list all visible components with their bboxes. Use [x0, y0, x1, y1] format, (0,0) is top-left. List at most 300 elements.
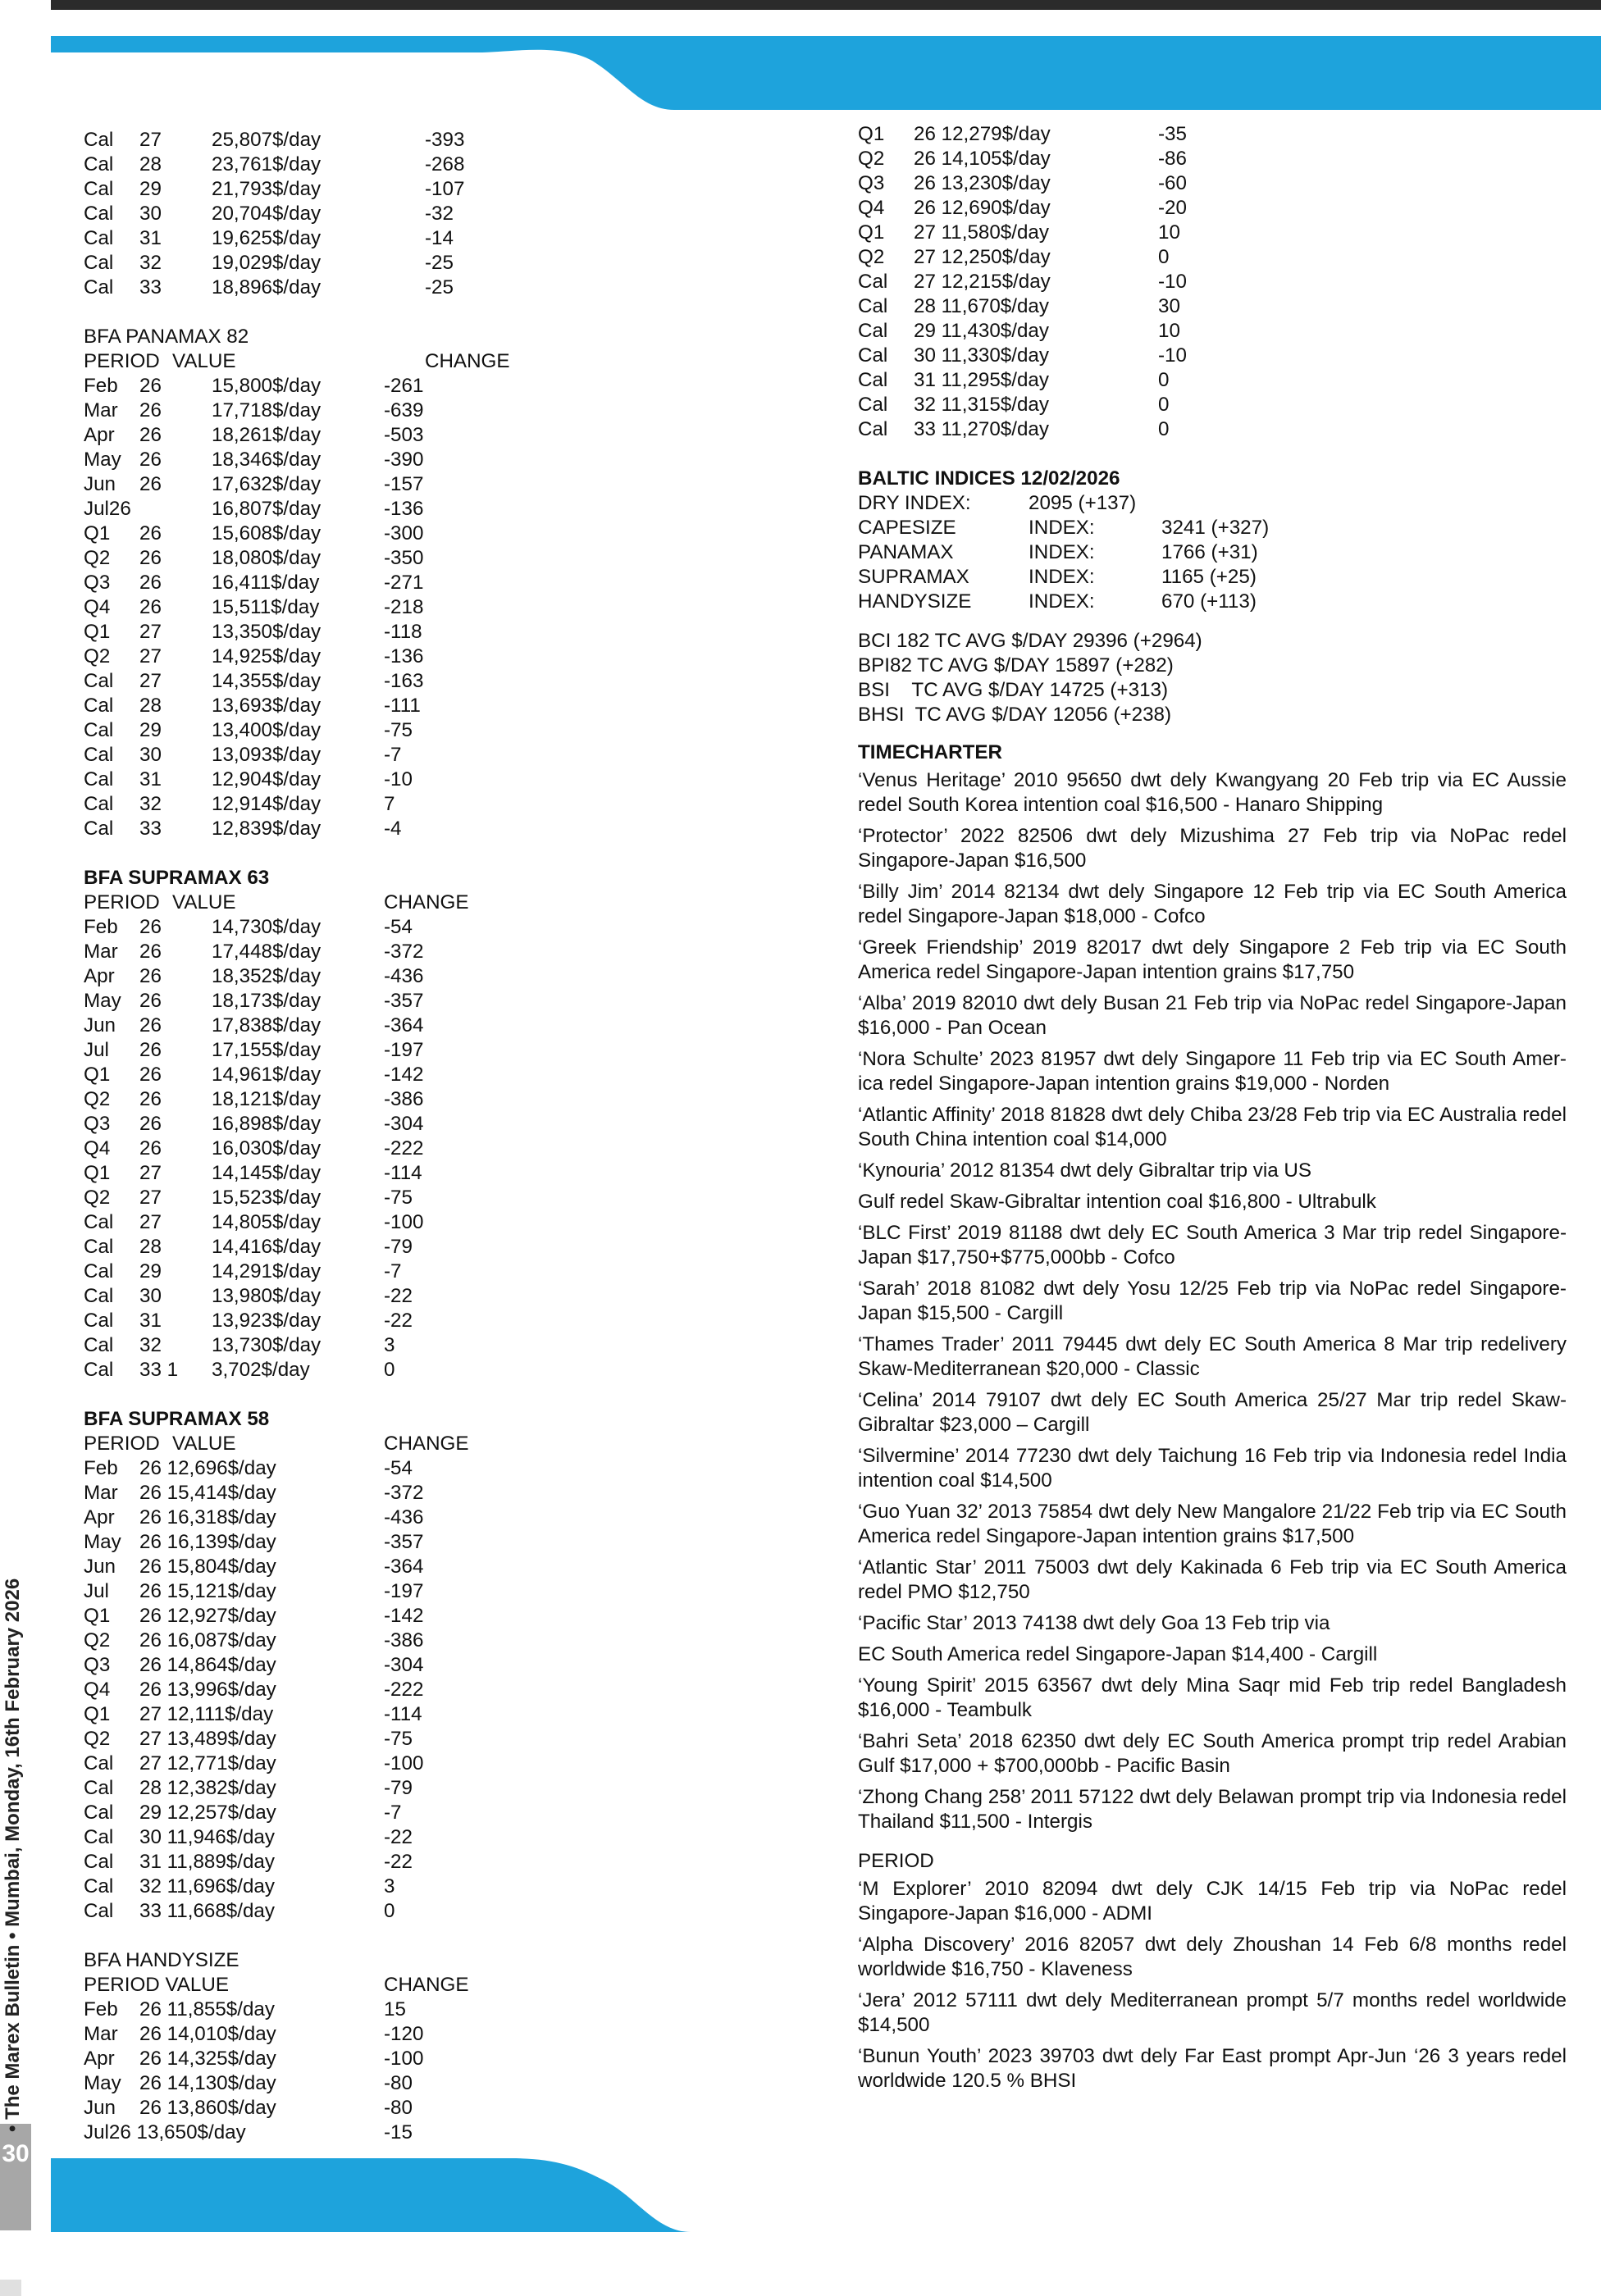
table-row	[84, 2121, 559, 2145]
table-row-cell: -54	[384, 1457, 413, 1479]
left-column	[84, 128, 559, 2145]
table-row-cell: 31 11,295$/day	[914, 369, 1049, 391]
table-row-cell: -22	[384, 1826, 413, 1848]
table-row-cell: 26	[139, 1137, 162, 1159]
table-row	[84, 497, 559, 522]
table-row-cell: CAPESIZE	[858, 517, 956, 539]
table-row-cell: -386	[384, 1629, 424, 1651]
table-row	[84, 1309, 559, 1333]
table-row-cell: 13,400$/day	[212, 719, 322, 741]
table-row	[84, 374, 559, 399]
table-row-cell: 1766 (+31)	[1161, 541, 1258, 563]
table-row-cell: 18,261$/day	[212, 424, 322, 446]
table-row-cell: 26 13,230$/day	[914, 172, 1051, 194]
table-row-cell: 12,904$/day	[212, 768, 322, 790]
table-row-cell: -436	[384, 965, 424, 987]
table-row	[84, 177, 559, 202]
table-row-cell: May	[84, 1531, 121, 1553]
table-row	[858, 540, 1567, 565]
table-row-cell: -222	[384, 1137, 424, 1159]
table-row-cell: Cal	[84, 227, 114, 249]
table-row-cell: Cal	[84, 768, 114, 790]
table-row-cell: Cal	[84, 178, 114, 200]
table-row	[84, 1481, 559, 1506]
baltic-indices-title: BALTIC INDICES 12/02/2026	[858, 467, 1120, 490]
table-row-cell: 26 12,690$/day	[914, 197, 1051, 219]
table-row-cell: 26	[139, 1113, 162, 1135]
table-row	[84, 2022, 559, 2047]
table-row-cell: 14,961$/day	[212, 1064, 322, 1086]
table-row-cell: 26 12,696$/day	[139, 1457, 276, 1479]
table-row-cell: 26 16,139$/day	[139, 1531, 276, 1553]
table-row-cell: 14,291$/day	[212, 1260, 322, 1282]
table-row-cell: 13,923$/day	[212, 1310, 322, 1332]
table-row-cell: -25	[425, 276, 454, 298]
table-row-cell: 28 11,670$/day	[914, 295, 1049, 317]
table-row-cell: Q4	[84, 1137, 111, 1159]
table-row-cell: -350	[384, 547, 424, 569]
table-row-cell: 28	[139, 153, 162, 175]
baltic-indices-table	[858, 516, 1567, 614]
table-row-cell: Q3	[84, 1113, 111, 1135]
table-row-cell: Feb	[84, 1998, 118, 2020]
table-row-cell: 0	[1158, 369, 1170, 391]
table-row-cell: Cal	[84, 1310, 114, 1332]
table-row-cell: -271	[384, 572, 424, 594]
table-row-cell: 1165 (+25)	[1161, 566, 1257, 588]
table-row-cell: 21,793$/day	[212, 178, 322, 200]
table-row-cell: -4	[384, 818, 402, 840]
table-row-cell: 10	[1158, 320, 1180, 342]
table-row-cell: Q1	[858, 221, 885, 244]
table-row-cell: Apr	[84, 2048, 115, 2070]
table-row	[84, 645, 559, 669]
table-row-cell: -10	[384, 768, 413, 790]
table-row-cell: Cal	[84, 1802, 114, 1824]
table-row	[858, 393, 1567, 417]
table-row-cell: Cal	[858, 271, 888, 293]
table-row-cell: -364	[384, 1014, 424, 1036]
table-row	[84, 694, 559, 718]
fixture-entry: ‘Venus Heritage’ 2010 95650 dwt dely Kwangyang 20 Feb trip via EC Aussie redel South Korea intention coal $16,500 - Hanaro Shipping	[858, 769, 1567, 816]
table-row	[84, 571, 559, 595]
table-row-cell: Jun	[84, 1014, 116, 1036]
table-row-cell: 26 12,279$/day	[914, 123, 1051, 145]
table-row	[84, 1284, 559, 1309]
table-row-cell: Jul26	[84, 498, 131, 520]
table-row-cell: Q1	[84, 1703, 111, 1725]
table-row-cell: Cal	[84, 719, 114, 741]
table-row	[84, 1850, 559, 1875]
table-row-cell: Cal	[84, 1875, 114, 1897]
table-row-cell: 0	[384, 1359, 395, 1381]
table-row-cell: May	[84, 990, 121, 1012]
table-row	[858, 516, 1567, 540]
table-row-cell: Q3	[84, 1654, 111, 1676]
table-row-cell: 33	[139, 818, 162, 840]
panamax82-header: PERIOD VALUE CHANGE	[84, 350, 510, 372]
table-row-cell: PANAMAX	[858, 541, 954, 563]
table-row-cell: Cal	[84, 793, 114, 815]
table-row	[858, 221, 1567, 245]
table-row-cell: Feb	[84, 375, 118, 397]
table-row-cell: 30	[139, 203, 162, 225]
table-row-cell: 12,914$/day	[212, 793, 322, 815]
table-row-cell: -22	[384, 1285, 413, 1307]
table-row	[84, 989, 559, 1014]
table-row-cell: 27	[139, 645, 162, 667]
tc-average-line: BPI82 TC AVG $/DAY 15897 (+282)	[858, 654, 1174, 676]
table-row-cell: 26	[139, 965, 162, 987]
table-row-cell: Mar	[84, 941, 118, 963]
table-row	[84, 251, 559, 276]
table-row-cell: 29 12,257$/day	[139, 1802, 276, 1824]
table-row-cell: 18,121$/day	[212, 1088, 322, 1110]
table-row-cell: -118	[384, 621, 422, 643]
table-row-cell: 32	[139, 252, 162, 274]
table-row-cell: 26 13,996$/day	[139, 1679, 276, 1701]
table-row-cell: Apr	[84, 424, 115, 446]
table-row-cell: 15,523$/day	[212, 1187, 322, 1209]
table-row-cell: 26	[139, 596, 162, 618]
table-row	[84, 1161, 559, 1186]
table-row	[84, 202, 559, 226]
table-row-cell: 30 11,330$/day	[914, 344, 1049, 367]
baltic-tc-averages	[858, 629, 1567, 727]
table-row-cell: Cal	[858, 418, 888, 440]
fixture-entry: Gulf redel Skaw-Gibraltar intention coal $16,800 - Ultrabulk	[858, 1191, 1376, 1213]
table-row-cell: Cal	[84, 1752, 114, 1774]
table-row	[84, 964, 559, 989]
table-row-cell: Cal	[84, 1777, 114, 1799]
table-row-cell: 17,155$/day	[212, 1039, 322, 1061]
table-row	[858, 245, 1567, 270]
table-row	[84, 792, 559, 817]
table-row-cell: Cal	[84, 1334, 114, 1356]
table-row-cell: 27	[139, 1162, 162, 1184]
header-wave-band	[51, 36, 1601, 110]
table-row-cell: 30	[1158, 295, 1180, 317]
table-row-cell: -100	[384, 2048, 424, 2070]
table-row-cell: 27	[139, 1187, 162, 1209]
table-row-cell: Cal	[84, 1211, 114, 1233]
table-row-cell: Q2	[84, 645, 111, 667]
table-row	[84, 1506, 559, 1530]
table-row-cell: 33 11,668$/day	[139, 1900, 275, 1922]
table-row-cell: 29	[139, 1260, 162, 1282]
table-row	[84, 128, 559, 153]
table-row	[84, 1998, 559, 2022]
tc-average-line: BSI TC AVG $/DAY 14725 (+313)	[858, 679, 1169, 701]
table-row-cell: 26 14,130$/day	[139, 2072, 276, 2094]
table-row-cell: 16,030$/day	[212, 1137, 322, 1159]
table-row-cell: -32	[425, 203, 454, 225]
table-row-cell: -86	[1158, 148, 1187, 170]
table-row-cell: Q2	[858, 148, 885, 170]
table-row	[84, 522, 559, 546]
table-row-cell: 26 14,325$/day	[139, 2048, 276, 2070]
table-row-cell: Q1	[84, 1064, 111, 1086]
table-row-cell: 3	[384, 1875, 395, 1897]
timecharter-title: TIMECHARTER	[858, 741, 1003, 763]
table-row	[84, 1653, 559, 1678]
table-row-cell: 0	[1158, 418, 1170, 440]
table-row-cell: 28 12,382$/day	[139, 1777, 276, 1799]
table-row-cell: Q2	[84, 547, 111, 569]
fixture-entry: ‘Thames Trader’ 2011 79445 dwt dely EC South America 8 Mar trip redelivery Skaw-Mediterranean $20,000 - Classic	[858, 1333, 1567, 1380]
table-row-cell: 13,350$/day	[212, 621, 322, 643]
fixture-entry: ‘Protector’ 2022 82506 dwt dely Mizushima 27 Feb trip via NoPac redel Singapore-Japan $16,500	[858, 825, 1567, 872]
supramax58-header: PERIOD VALUE CHANGE	[84, 1433, 469, 1455]
table-row-cell: 23,761$/day	[212, 153, 322, 175]
table-row-cell: Jun	[84, 1556, 116, 1578]
table-row-cell: -7	[384, 1802, 402, 1824]
table-row-cell: 33	[139, 276, 162, 298]
capesize-continuation-table	[84, 128, 559, 300]
table-row-cell: Cal	[84, 252, 114, 274]
table-row	[84, 1530, 559, 1555]
supramax58-table	[84, 1456, 559, 1924]
handysize-header: PERIOD VALUE CHANGE	[84, 1974, 469, 1996]
table-row-cell: -304	[384, 1113, 424, 1135]
table-row-cell: -100	[384, 1752, 424, 1774]
table-row	[84, 1604, 559, 1629]
table-row-cell: 14,145$/day	[212, 1162, 322, 1184]
table-row	[84, 423, 559, 448]
table-row-cell: 18,173$/day	[212, 990, 322, 1012]
table-row	[858, 344, 1567, 368]
table-row-cell: -80	[384, 2097, 413, 2119]
table-row-cell: -25	[425, 252, 454, 274]
table-row-cell: Mar	[84, 2023, 118, 2045]
table-row-cell: 14,805$/day	[212, 1211, 322, 1233]
table-row-cell: 20,704$/day	[212, 203, 322, 225]
table-row-cell: Cal	[84, 1826, 114, 1848]
table-row-cell: -268	[425, 153, 465, 175]
table-row-cell: 26 15,804$/day	[139, 1556, 276, 1578]
table-row-cell: 32 11,696$/day	[139, 1875, 275, 1897]
table-row-cell: -75	[384, 1187, 413, 1209]
table-row-cell: 13,093$/day	[212, 744, 322, 766]
table-row-cell: 26	[139, 547, 162, 569]
table-row-cell: -100	[384, 1211, 424, 1233]
table-row	[84, 1579, 559, 1604]
table-row-cell: 15	[384, 1998, 406, 2020]
table-row-cell: 26 15,414$/day	[139, 1482, 276, 1504]
table-row	[84, 915, 559, 940]
table-row-cell: -197	[384, 1580, 424, 1602]
table-row-cell: Jul26 13,650$/day	[84, 2121, 246, 2143]
table-row-cell: Q1	[84, 522, 111, 544]
table-row-cell: 19,029$/day	[212, 252, 322, 274]
table-row-cell: -35	[1158, 123, 1187, 145]
table-row-cell: 0	[1158, 246, 1170, 268]
fixture-entry: ‘BLC First’ 2019 81188 dwt dely EC South America 3 Mar trip redel Singapore-Japan $17,750+$775,000bb - Cofco	[858, 1222, 1567, 1269]
supramax63-table	[84, 915, 559, 1383]
table-row	[84, 620, 559, 645]
table-row-cell: 27	[139, 670, 162, 692]
tc-average-line: BCI 182 TC AVG $/DAY 29396 (+2964)	[858, 630, 1202, 652]
fixture-entry: ‘Bunun Youth’ 2023 39703 dwt dely Far East prompt Apr-Jun ‘26 3 years redel worldwide 120.5 % BHSI	[858, 2045, 1567, 2092]
table-row	[84, 595, 559, 620]
table-row-cell: 18,080$/day	[212, 547, 322, 569]
table-row	[84, 1899, 559, 1924]
table-row-cell: 0	[384, 1900, 395, 1922]
fixture-entry: ‘Young Spirit’ 2015 63567 dwt dely Mina Saqr mid Feb trip redel Bangladesh $16,000 - Teambulk	[858, 1674, 1567, 1721]
table-row-cell: Cal	[84, 203, 114, 225]
table-row-cell: 16,898$/day	[212, 1113, 322, 1135]
table-row-cell: INDEX:	[1029, 517, 1095, 539]
table-row-cell: -15	[384, 2121, 413, 2143]
table-row	[84, 1752, 559, 1776]
table-row	[858, 319, 1567, 344]
fixture-entry: ‘Atlantic Star’ 2011 75003 dwt dely Kakinada 6 Feb trip via EC South America redel PMO $12,750	[858, 1556, 1567, 1603]
table-row	[84, 1063, 559, 1087]
table-row-cell: 26	[139, 375, 162, 397]
table-row	[84, 472, 559, 497]
table-row-cell: Jun	[84, 2097, 116, 2119]
table-row-cell: Q4	[858, 197, 885, 219]
table-row-cell: Cal	[858, 320, 888, 342]
table-row-cell: -7	[384, 1260, 402, 1282]
table-row	[84, 1137, 559, 1161]
table-row	[84, 1801, 559, 1825]
table-row-cell: Apr	[84, 1506, 115, 1528]
table-row-cell: Cal	[84, 1260, 114, 1282]
table-row-cell: Cal	[84, 744, 114, 766]
table-row-cell: 14,355$/day	[212, 670, 322, 692]
table-row	[858, 417, 1567, 442]
table-row	[84, 1555, 559, 1579]
table-row-cell: 26	[139, 1064, 162, 1086]
table-row	[84, 1678, 559, 1702]
corner-mark	[0, 2280, 21, 2296]
table-row-cell: Cal	[84, 695, 114, 717]
table-row-cell: 27 13,489$/day	[139, 1728, 276, 1750]
fixture-entry: EC South America redel Singapore-Japan $14,400 - Cargill	[858, 1643, 1378, 1665]
table-row-cell: 26	[139, 399, 162, 421]
table-row-cell: -14	[425, 227, 454, 249]
table-row-cell: 27 12,771$/day	[139, 1752, 276, 1774]
table-row-cell: May	[84, 449, 121, 471]
table-row	[84, 226, 559, 251]
table-row-cell: -218	[384, 596, 424, 618]
table-row-cell: 3	[384, 1334, 395, 1356]
table-row	[858, 368, 1567, 393]
table-row-cell: 26 16,318$/day	[139, 1506, 276, 1528]
panamax82-title: BFA PANAMAX 82	[84, 326, 249, 348]
table-row-cell: 17,448$/day	[212, 941, 322, 963]
table-row	[84, 1210, 559, 1235]
table-row-cell: 29 11,430$/day	[914, 320, 1049, 342]
fixture-entry: ‘Bahri Seta’ 2018 62350 dwt dely EC South America prompt trip redel Arabian Gulf $17,000 + $700,000bb - Pacific Basin	[858, 1730, 1567, 1777]
table-row-cell: Q2	[84, 1187, 111, 1209]
table-row	[84, 1333, 559, 1358]
table-row	[84, 1875, 559, 1899]
table-row-cell: Cal	[84, 1359, 114, 1381]
table-row	[84, 1235, 559, 1260]
table-row-cell: HANDYSIZE	[858, 590, 972, 613]
table-row-cell: -357	[384, 1531, 424, 1553]
table-row-cell: -386	[384, 1088, 424, 1110]
handysize-title: BFA HANDYSIZE	[84, 1949, 239, 1971]
table-row	[84, 669, 559, 694]
table-row-cell: Cal	[84, 153, 114, 175]
table-row-cell: Q1	[84, 621, 111, 643]
table-row-cell: 27 12,250$/day	[914, 246, 1051, 268]
table-row-cell: 33 11,270$/day	[914, 418, 1049, 440]
table-row-cell: 26	[139, 572, 162, 594]
table-row-cell: 10	[1158, 221, 1180, 244]
table-row-cell: -639	[384, 399, 424, 421]
table-row	[858, 122, 1567, 147]
top-dark-bar	[51, 0, 1601, 10]
table-row-cell: 26	[139, 1014, 162, 1036]
table-row-cell: -20	[1158, 197, 1187, 219]
table-row-cell: Q2	[84, 1728, 111, 1750]
table-row-cell: 17,838$/day	[212, 1014, 322, 1036]
table-row-cell: Q4	[84, 1679, 111, 1701]
table-row-cell: 26 11,855$/day	[139, 1998, 275, 2020]
table-row-cell: 26	[139, 522, 162, 544]
table-row-cell: 30	[139, 744, 162, 766]
right-column	[858, 122, 1567, 2100]
fixture-entry: ‘Sarah’ 2018 81082 dwt dely Yosu 12/25 Feb trip via NoPac redel Singapore-Japan $15,500 - Cargill	[858, 1278, 1567, 1324]
table-row-cell: 26	[139, 916, 162, 938]
fixture-entry: ‘Alba’ 2019 82010 dwt dely Busan 21 Feb trip via NoPac redel Singapore-Japan $16,000 - Pan Ocean	[858, 992, 1567, 1039]
table-row	[858, 294, 1567, 319]
table-row-cell: Mar	[84, 399, 118, 421]
table-row-cell: 26 14,864$/day	[139, 1654, 276, 1676]
table-row	[84, 940, 559, 964]
table-row	[84, 1014, 559, 1038]
table-row-cell: Cal	[84, 818, 114, 840]
table-row-cell: INDEX:	[1029, 566, 1095, 588]
table-row-cell: -163	[384, 670, 424, 692]
table-row	[84, 1038, 559, 1063]
table-row-cell: 18,896$/day	[212, 276, 322, 298]
fixture-entry: ‘Guo Yuan 32’ 2013 75854 dwt dely New Mangalore 21/22 Feb trip via EC South America redel Singapore-Japan intention grains $17,500	[858, 1501, 1567, 1547]
table-row	[84, 1186, 559, 1210]
table-row-cell: -136	[384, 498, 424, 520]
table-row-cell: -197	[384, 1039, 424, 1061]
table-row-cell: 25,807$/day	[212, 129, 322, 151]
fixture-entry: ‘Pacific Star’ 2013 74138 dwt dely Goa 13 Feb trip via	[858, 1612, 1330, 1634]
table-row	[84, 1456, 559, 1481]
table-row-cell: Cal	[84, 276, 114, 298]
table-row-cell: 19,625$/day	[212, 227, 322, 249]
table-row-cell: -75	[384, 719, 413, 741]
table-row-cell: 18,346$/day	[212, 449, 322, 471]
supramax63-header: PERIOD VALUE CHANGE	[84, 891, 469, 913]
table-row-cell: 29	[139, 719, 162, 741]
table-row	[858, 147, 1567, 171]
table-row-cell: Q1	[84, 1162, 111, 1184]
table-row-cell: Cal	[84, 1285, 114, 1307]
table-row-cell: -79	[384, 1777, 413, 1799]
fixture-entry: ‘Celina’ 2014 79107 dwt dely EC South America 25/27 Mar trip redel Skaw-Gibraltar $23,000 – Cargill	[858, 1389, 1567, 1436]
table-row-cell: -372	[384, 941, 424, 963]
table-row-cell: Cal	[858, 394, 888, 416]
table-row-cell: 670 (+113)	[1161, 590, 1257, 613]
fixture-entry: ‘Kynouria’ 2012 81354 dwt dely Gibraltar trip via US	[858, 1159, 1312, 1182]
table-row-cell: 26	[139, 941, 162, 963]
table-row-cell: Q1	[858, 123, 885, 145]
table-row-cell: -436	[384, 1506, 424, 1528]
table-row-cell: SUPRAMAX	[858, 566, 969, 588]
table-row-cell: 28	[139, 1236, 162, 1258]
table-row-cell: 18,352$/day	[212, 965, 322, 987]
